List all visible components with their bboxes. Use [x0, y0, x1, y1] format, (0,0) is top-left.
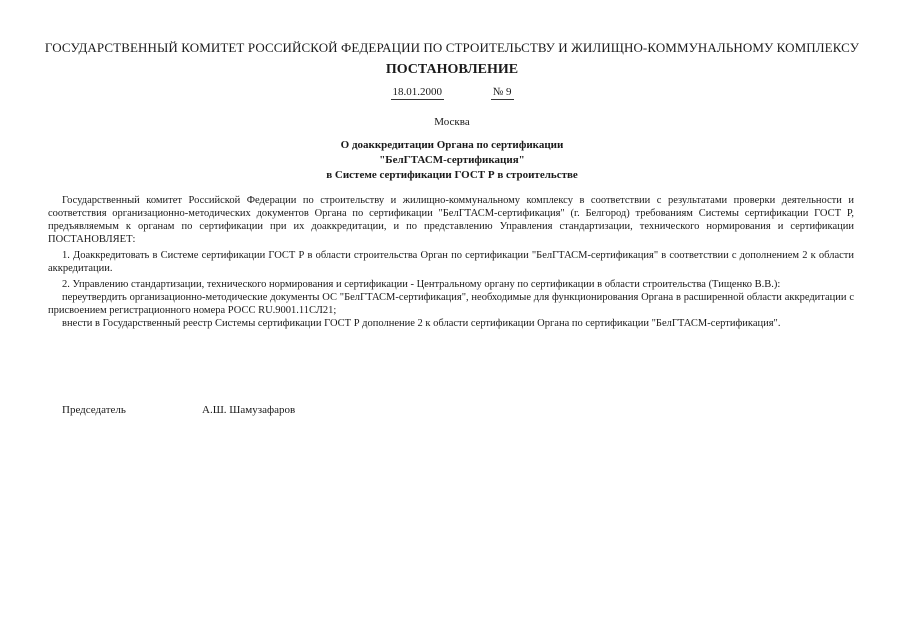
- date-number-line: [0, 86, 904, 100]
- subject-line-1: О доаккредитации Органа по сертификации: [340, 139, 564, 151]
- document-subject: [0, 138, 904, 183]
- document-body: [48, 194, 854, 333]
- preamble-paragraph: Государственный комитет Российской Федерации по строительству и жилищно-коммунальному комплексу в соответствии с результатами проверки деятельности и соответствия организационно-методических документов Органа по сертификации "БелГТАСМ-сертификация" (г. Белгород) требованиям Системы сертификации ГОСТ Р, предъявляемым к органам по сертификации при их доаккредитации, и по представлению Управления стандартизации, технического нормирования и сертификации ПОСТАНОВЛЯЕТ:: [48, 195, 854, 245]
- clause-1-paragraph: 1. Доаккредитовать в Системе сертификации ГОСТ Р в области строительства Орган по сертификации "БелГТАСМ-сертификация" в соответствии с дополнением 2 к области аккредитации.: [48, 250, 854, 274]
- document-type: ПОСТАНОВЛЕНИЕ: [385, 62, 519, 77]
- document-number: № 9: [492, 86, 512, 98]
- document-city: Москва: [434, 116, 470, 128]
- signature-block: [62, 404, 296, 416]
- clause-2-item-1: переутвердить организационно-методические документы ОС "БелГТАСМ-сертификация", необходимые для функционирования Органа в расширенной области аккредитации с присвоением регистрационного номера РОСС RU.9001.11СЛ21;: [48, 292, 854, 316]
- document-date: 18.01.2000: [392, 86, 442, 98]
- signatory-name: А.Ш. Шамузафаров: [202, 404, 296, 416]
- subject-line-2: "БелГТАСМ-сертификация": [379, 154, 525, 166]
- clause-2-item-2: внести в Государственный реестр Системы сертификации ГОСТ Р дополнение 2 к области сертификации Органа по сертификации "БелГТАСМ-сертификация".: [62, 318, 781, 329]
- issuing-authority: ГОСУДАРСТВЕННЫЙ КОМИТЕТ РОССИЙСКОЙ ФЕДЕРАЦИИ ПО СТРОИТЕЛЬСТВУ И ЖИЛИЩНО-КОММУНАЛЬНОМУ КОМПЛЕКСУ: [44, 40, 860, 55]
- signatory-title: Председатель: [62, 404, 126, 416]
- clause-2-paragraph: 2. Управлению стандартизации, технического нормирования и сертификации - Центральному органу по сертификации в области строительства (Тищенко В.В.):: [62, 279, 781, 290]
- subject-line-3: в Системе сертификации ГОСТ Р в строительстве: [326, 169, 578, 181]
